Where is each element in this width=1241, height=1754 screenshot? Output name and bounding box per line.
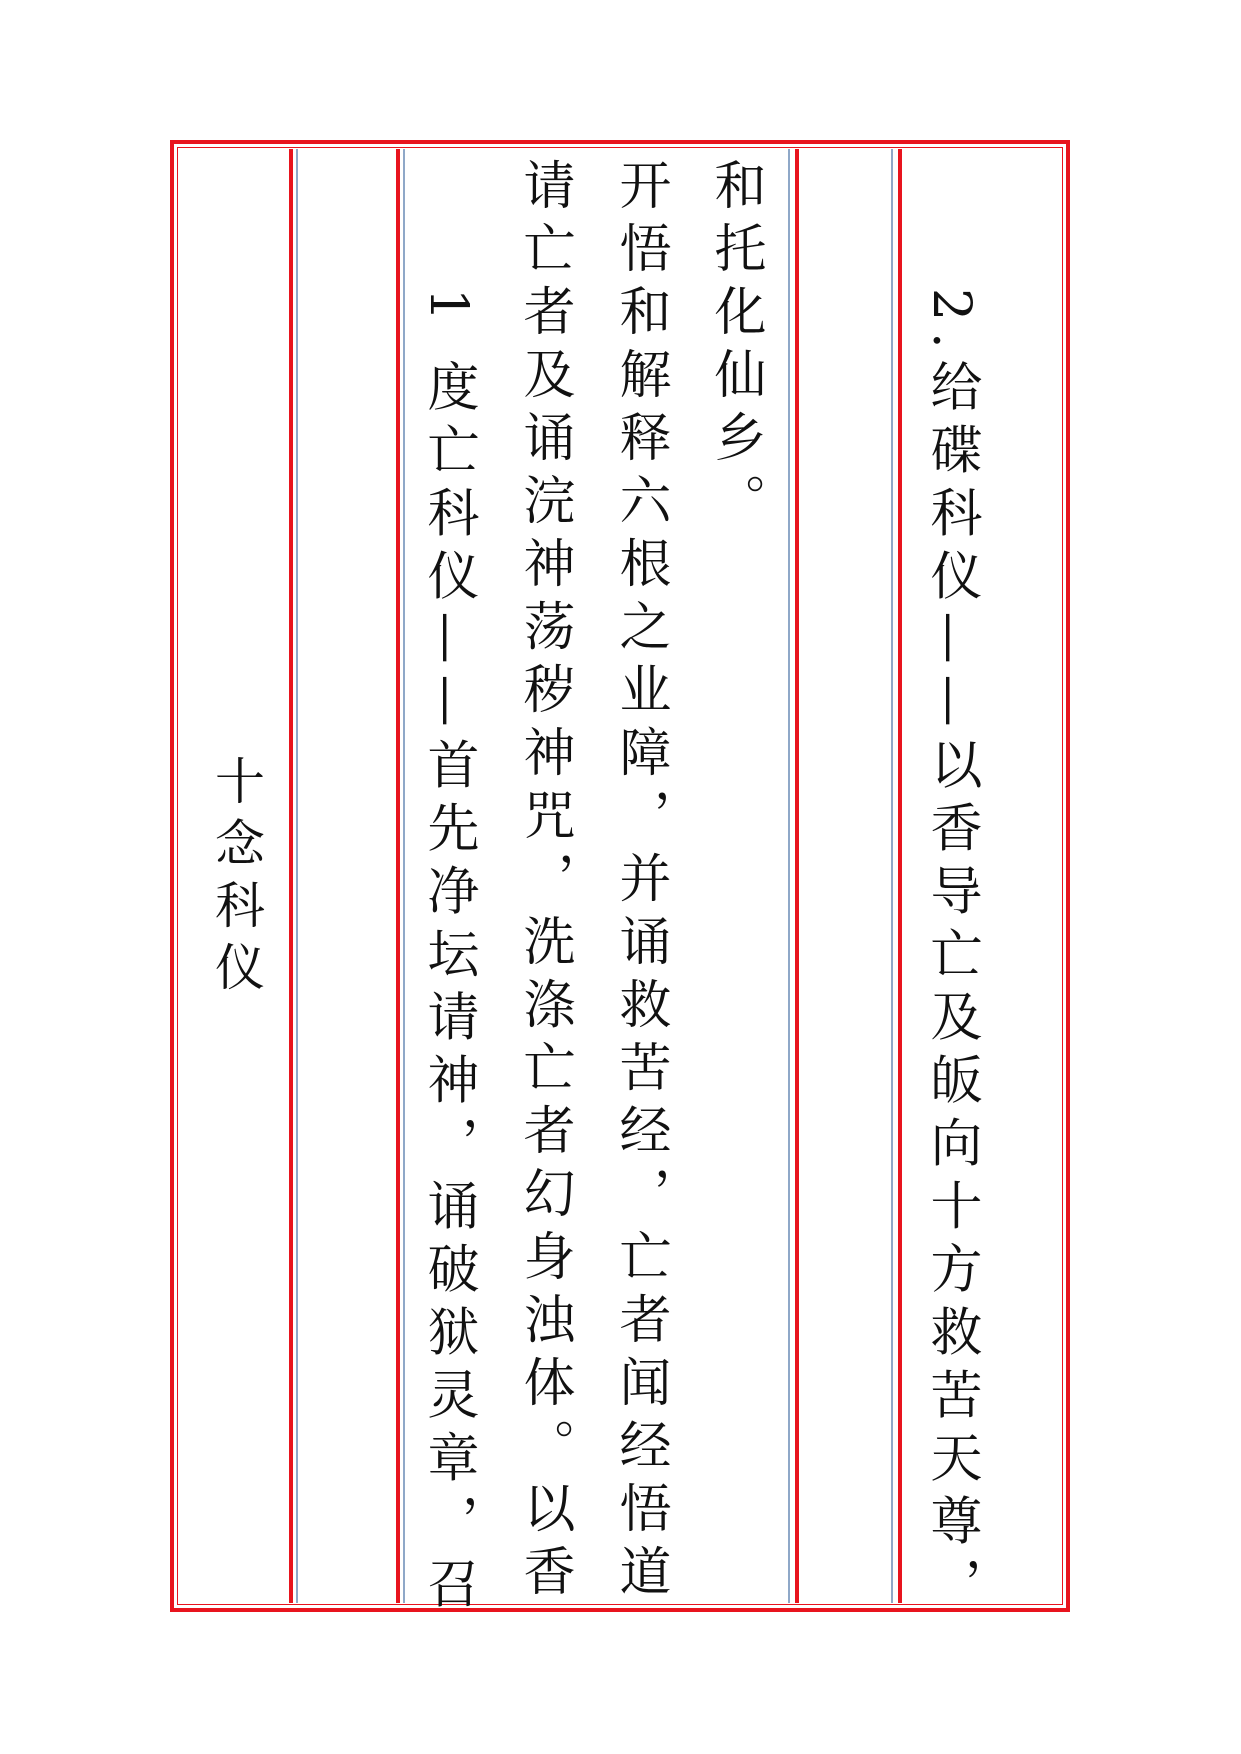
- text-column-2: 和托化仙乡。: [705, 158, 765, 536]
- column-guide: [788, 149, 790, 1603]
- text-column-1: 2.给碟科仪——以香导亡及皈向十方救苦天尊，: [921, 288, 981, 1620]
- column-rule: [795, 149, 799, 1603]
- column-rule: [289, 149, 293, 1603]
- column-guide: [296, 149, 298, 1603]
- text-column-3: 开悟和解释六根之业障，并诵救苦经，亡者闻经悟道: [610, 158, 670, 1607]
- column-guide: [403, 149, 405, 1603]
- text-column-4: 请亡者及诵浣神荡秽神咒，洗涤亡者幻身浊体。以香: [514, 158, 574, 1607]
- column-guide: [891, 149, 893, 1603]
- column-rule: [898, 149, 902, 1603]
- column-rule: [396, 149, 400, 1603]
- text-column-5: 1 度亡科仪——首先净坛请神，诵破狱灵章，召: [418, 288, 478, 1620]
- section-title: 十念科仪: [207, 755, 265, 1003]
